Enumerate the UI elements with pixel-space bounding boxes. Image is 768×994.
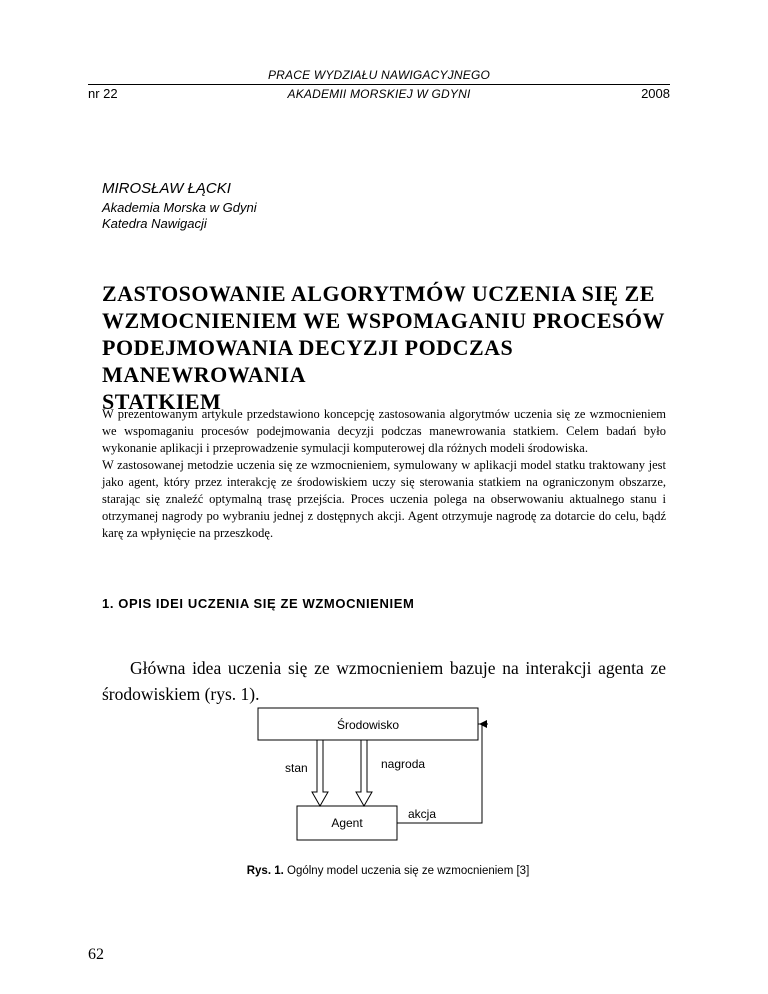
author-affiliation-2: Katedra Nawigacji (102, 216, 207, 231)
title-line-1: ZASTOSOWANIE ALGORYTMÓW UCZENIA SIĘ ZE (102, 281, 655, 306)
reward-arrow (356, 740, 372, 806)
paper-title (102, 280, 682, 415)
title-line-3: PODEJMOWANIA DECYZJI PODCZAS MANEWROWANIA (102, 335, 514, 387)
figure-caption (88, 865, 688, 877)
section-heading: 1. OPIS IDEI UCZENIA SIĘ ZE WZMOCNIENIEM (102, 596, 415, 611)
rl-model-diagram (250, 700, 510, 848)
abstract-paragraph-2: W zastosowanej metodzie uczenia się ze wzmocnieniem, symulowany w aplikacji model statku traktowany jest jako agent, który przez interakcję ze środowiskiem uczy się sterowania statkiem na ograniczonym obszarze, starając się znaleźć optymalną trasę przejścia. Proces uczenia polega na obserwowaniu aktualnego stanu i otrzymanej nagrody po wybraniu jednej z dostępnych akcji. Agent otrzymuje nagrodę za dotarcie do celu, bądź karę za wpłynięcie na przeszkodę. (102, 458, 666, 540)
journal-name-line2: AKADEMII MORSKIEJ W GDYNI (287, 87, 471, 101)
journal-name-line1: PRACE WYDZIAŁU NAWIGACYJNEGO (267, 68, 491, 82)
caption-prefix: Rys. 1. (246, 865, 284, 877)
abstract (102, 406, 666, 542)
agent-label: Agent (331, 816, 363, 830)
state-arrow (312, 740, 328, 806)
author-affiliation-1: Akademia Morska w Gdyni (102, 200, 257, 215)
body-paragraph: Główna idea uczenia się ze wzmocnieniem bazuje na interakcji agenta ze środowiskiem (rys. 1). (102, 658, 666, 704)
issue-year: 2008 (641, 86, 670, 101)
issue-number: nr 22 (88, 86, 118, 101)
caption-text: Ogólny model uczenia się ze wzmocnieniem [3] (283, 865, 530, 877)
page-number: 62 (88, 946, 104, 963)
header-rule (88, 84, 670, 85)
state-label: stan (285, 761, 308, 775)
environment-label: Środowisko (336, 718, 400, 732)
reward-label: nagroda (381, 757, 426, 771)
title-line-2: WZMOCNIENIEM WE WSPOMAGANIU PROCESÓW (102, 308, 665, 333)
abstract-paragraph-1: W prezentowanym artykule przedstawiono koncepcję zastosowania algorytmów uczenia się ze wzmocnieniem we wspomaganiu procesów podejmowania decyzji podczas manewrowania statkiem. Celem badań było wykonanie aplikacji i przeprowadzenie symulacji komputerowej dla różnych modeli środowiska. (102, 407, 666, 455)
action-label: akcja (408, 807, 437, 821)
author-name: MIROSŁAW ŁĄCKI (102, 180, 231, 197)
title-line-4: STATKIEM (102, 389, 222, 414)
